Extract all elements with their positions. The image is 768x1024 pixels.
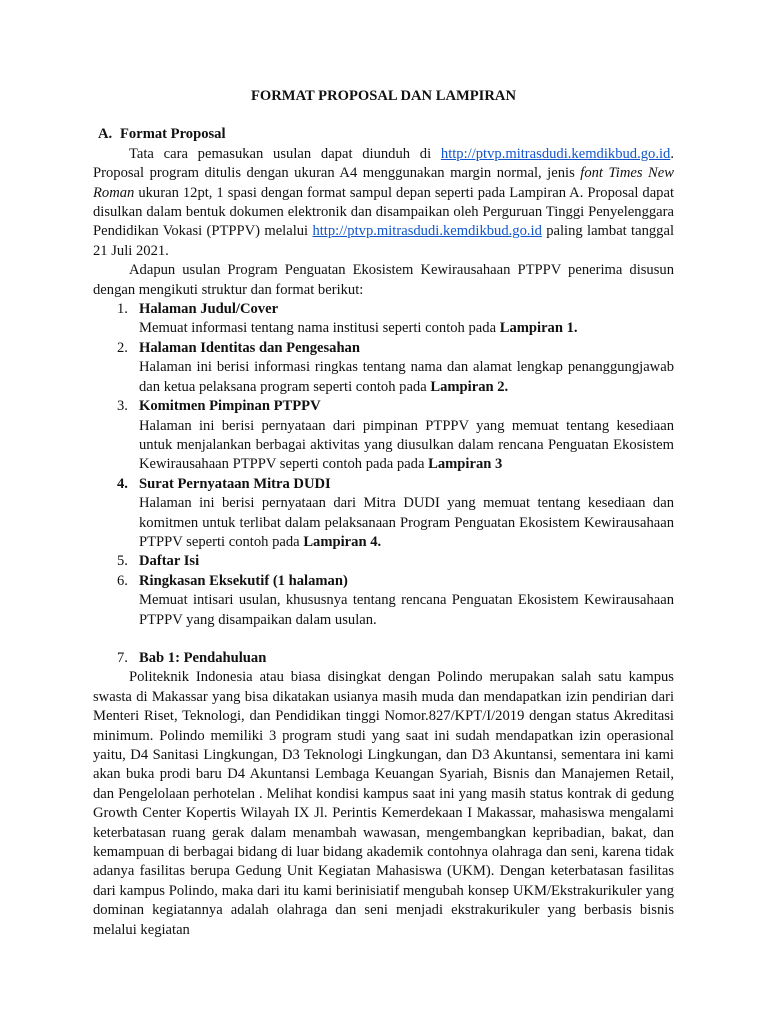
item-ref: Lampiran 3 bbox=[428, 456, 503, 473]
item-ref: Lampiran 1. bbox=[499, 320, 578, 337]
item-ref: Lampiran 4. bbox=[303, 533, 382, 550]
intro-paragraph bbox=[93, 145, 674, 261]
item-description bbox=[139, 358, 674, 397]
list-item bbox=[93, 300, 674, 339]
item-description bbox=[139, 319, 674, 338]
intro-text-3: ukuran 12pt, 1 spasi dengan format sampul depan seperti pada Lampiran A. Proposal dapat disulkan dalam bentuk dokumen elektronik dan disampaikan oleh Perguruan Tinggi Penyelenggara Pendidikan Vokasi (PTPPV) melalui bbox=[93, 184, 674, 240]
ptvp-link-2[interactable]: http://ptvp.mitrasdudi.kemdikbud.go.id bbox=[312, 223, 542, 240]
list-item bbox=[93, 397, 674, 475]
item-title: Surat Pernyataan Mitra DUDI bbox=[139, 475, 331, 492]
font-name-italic: font Times New Roman bbox=[93, 165, 674, 201]
item-desc-text: Halaman ini berisi informasi ringkas tentang nama dan alamat lengkap penanggungjawab dan ketua pelaksana program seperti contoh pada bbox=[139, 359, 674, 395]
list-item bbox=[93, 339, 674, 397]
item-desc-text: Halaman ini berisi pernyataan dari pimpinan PTPPV yang memuat tentang kesediaan untuk menjalankan berbagai aktivitas yang diusulkan dalam rencana Penguatan Ekosistem Kewirausahaan PTPPV seperti contoh pada pada bbox=[139, 417, 674, 473]
item-number: 4. bbox=[117, 475, 128, 492]
list-item bbox=[93, 475, 674, 553]
document-title: FORMAT PROPOSAL DAN LAMPIRAN bbox=[251, 88, 516, 104]
item-description bbox=[139, 417, 674, 475]
item-title: Daftar Isi bbox=[139, 553, 200, 570]
item-number: 3. bbox=[117, 398, 128, 415]
list-item bbox=[93, 572, 674, 630]
document-content bbox=[93, 87, 674, 940]
item-number: 1. bbox=[117, 301, 128, 318]
item-desc-text: Halaman ini berisi pernyataan dari Mitra DUDI yang memuat tentang kesediaan dan komitmen untuk terlibat dalam pelaksanaan Program Penguatan Ekosistem Kewirausahaan PTPPV seperti contoh pada bbox=[139, 495, 674, 550]
intro-text-4: paling lambat tanggal 21 Juli 2021. bbox=[93, 223, 674, 259]
list-item bbox=[93, 649, 674, 668]
item-description bbox=[139, 494, 674, 552]
item-description: Memuat intisari usulan, khususnya tentang rencana Penguatan Ekosistem Kewirausahaan PTPPV yang disampaikan dalam usulan. bbox=[139, 592, 674, 628]
item-desc-text: Memuat informasi tentang nama institusi seperti contoh pada bbox=[139, 320, 500, 337]
spacer bbox=[93, 630, 674, 649]
item-number: 6. bbox=[117, 572, 128, 589]
item-number: 7. bbox=[117, 649, 128, 666]
section-a-heading bbox=[93, 125, 674, 144]
intro-text-2: . Proposal program ditulis dengan ukuran A4 menggunakan margin normal, jenis bbox=[93, 145, 674, 182]
pendahuluan-paragraph: Politeknik Indonesia atau biasa disingkat dengan Polindo merupakan salah satu kampus swasta di Makassar yang bisa dikatakan usianya masih muda dan mendapatkan izin pendirian dari Menteri Riset, Teknologi, dan Pendidikan tinggi Nomor.827/KPT/I/2019 dengan status Akreditasi minimum. Polindo memiliki 3 program studi yang saat ini sudah mendapatkan izin operasional yaitu, D4 Sanitasi Lingkungan, D3 Teknologi Lingkungan, dan D3 Akuntansi, sementara ini kami akan buka prodi baru D4 Akuntansi Lembaga Keuangan Syariah, Bisnis dan Manajemen Retail, dan Pengelolaan perhotelan . Melihat kondisi kampus saat ini yang masih status kontrak di gedung Growth Center Kopertis Wilayah IX Jl. Perintis Kemerdekaan I Makassar, mahasiswa mengalami keterbatasan ruang gerak dalam menambah wawasan, mengembangkan kepribadian, bakat, dan kemampuan di berbagai bidang di luar bidang akademik contohnya olahraga dan seni, karena tidak adanya fasilitas berupa Gedung Unit Kegiatan Mahasiswa (UKM). Dengan keterbatasan fasilitas dari kampus Polindo, maka dari itu kami berinisiatif mengubah konsep UKM/Ekstrakurikuler yang dominan kegiatannya adalah olahraga dan seni menjadi ekstrakurikuler yang berbasis bisnis melalui kegiatan bbox=[93, 669, 674, 938]
item-title: Bab 1: Pendahuluan bbox=[139, 649, 267, 666]
item-title: Halaman Judul/Cover bbox=[139, 301, 279, 318]
section-title: Format Proposal bbox=[120, 126, 226, 143]
ptvp-link-1[interactable]: http://ptvp.mitrasdudi.kemdikbud.go.id bbox=[440, 145, 671, 162]
item-title: Halaman Identitas dan Pengesahan bbox=[139, 339, 360, 356]
item-title: Ringkasan Eksekutif (1 halaman) bbox=[139, 572, 348, 589]
section-letter: A. bbox=[98, 126, 113, 143]
item-number: 5. bbox=[117, 553, 128, 570]
intro-text-1: Tata cara pemasukan usulan dapat diunduh di bbox=[129, 145, 441, 162]
item-number: 2. bbox=[117, 339, 128, 356]
structure-list bbox=[93, 300, 674, 940]
list-item bbox=[93, 552, 674, 571]
item-title: Komitmen Pimpinan PTPPV bbox=[139, 398, 321, 415]
item-ref: Lampiran 2. bbox=[430, 378, 509, 395]
structure-paragraph: Adapun usulan Program Penguatan Ekosistem Kewirausahaan PTPPV penerima disusun dengan mengikuti struktur dan format berikut: bbox=[93, 262, 674, 298]
